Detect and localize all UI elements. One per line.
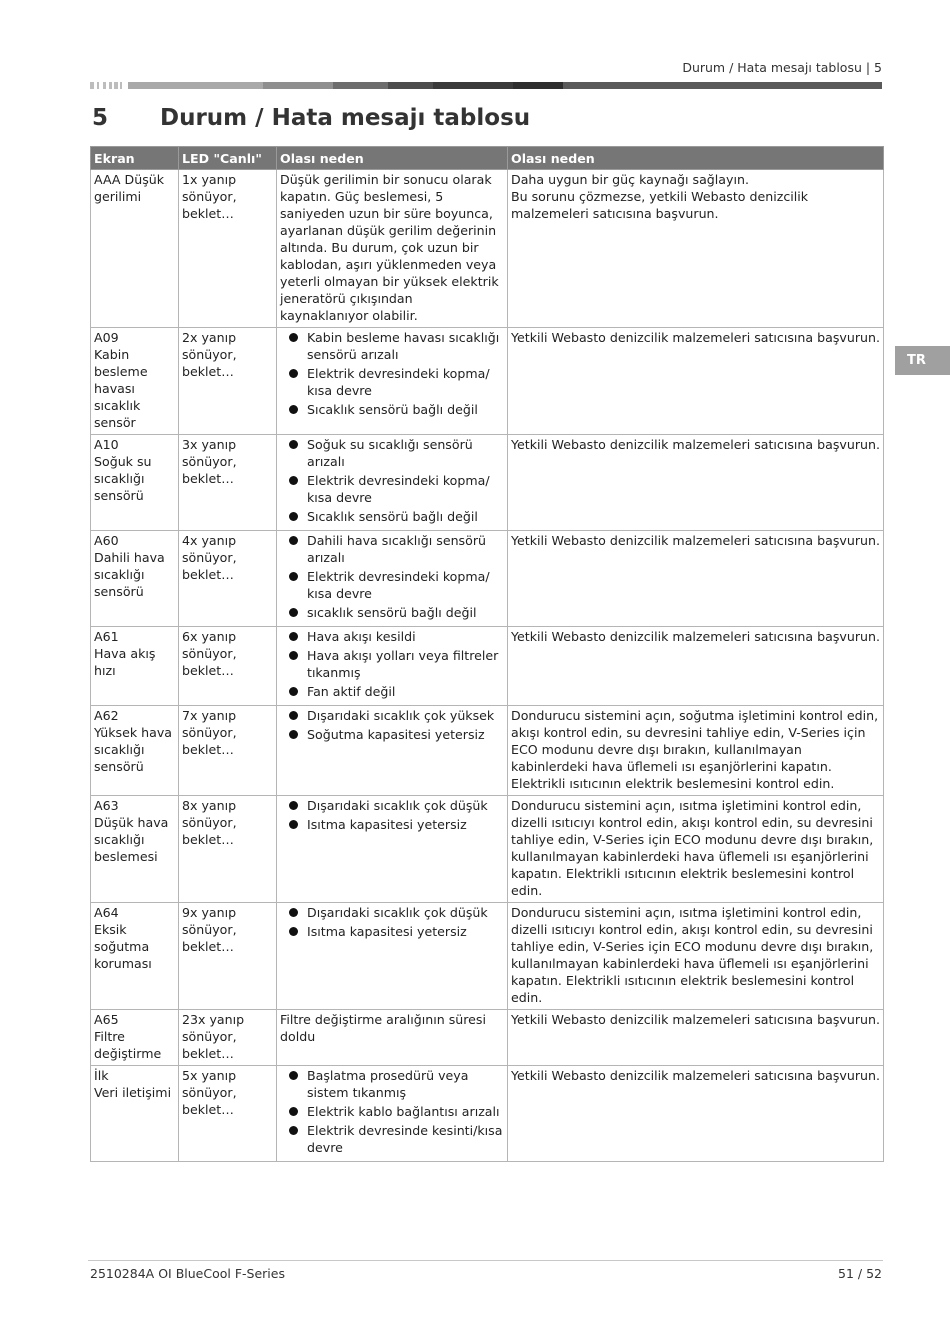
led-pattern-cell-line: beklet…	[182, 663, 234, 678]
display-code-cell-line: Filtre	[94, 1029, 125, 1044]
cause-cell	[277, 627, 508, 706]
display-code-cell-line: A10	[94, 437, 119, 452]
cause-list-item: Elektrik devresindeki kopma/ kısa devre	[280, 472, 504, 506]
section-title: Durum / Hata mesajı tablosu	[160, 105, 531, 131]
table-row	[91, 903, 884, 1010]
led-pattern-cell-line: 5x yanıp	[182, 1068, 237, 1083]
display-code-cell-line: sensörü	[94, 488, 144, 503]
col-header-cause: Olası neden	[277, 147, 508, 170]
led-pattern-cell-line: sönüyor,	[182, 725, 237, 740]
remedy-cell	[508, 1066, 884, 1162]
cause-list	[280, 707, 504, 743]
header-stripe	[90, 82, 882, 89]
led-pattern-cell-line: 4x yanıp	[182, 533, 237, 548]
table-header-row	[91, 147, 884, 170]
led-pattern-cell-line: 23x yanıp	[182, 1012, 245, 1027]
table-row	[91, 796, 884, 903]
cause-list-item: Isıtma kapasitesi yetersiz	[280, 923, 504, 940]
display-code-cell	[91, 627, 179, 706]
led-pattern-cell	[179, 170, 277, 328]
cause-cell	[277, 328, 508, 435]
led-pattern-cell-line: beklet…	[182, 471, 234, 486]
led-pattern-cell-line: sönüyor,	[182, 454, 237, 469]
led-pattern-cell-line: 8x yanıp	[182, 798, 237, 813]
cause-list-item: Sıcaklık sensörü bağlı değil	[280, 508, 504, 525]
cause-cell	[277, 170, 508, 328]
page-title	[92, 105, 530, 131]
cause-cell	[277, 903, 508, 1010]
led-pattern-cell-line: sönüyor,	[182, 815, 237, 830]
led-pattern-cell-line: sönüyor,	[182, 550, 237, 565]
display-code-cell-line: A65	[94, 1012, 119, 1027]
table-row	[91, 706, 884, 796]
led-pattern-cell-line: sönüyor,	[182, 1085, 237, 1100]
display-code-cell	[91, 170, 179, 328]
table-row	[91, 1066, 884, 1162]
table-row	[91, 435, 884, 531]
led-pattern-cell	[179, 796, 277, 903]
language-tab: TR	[895, 346, 950, 375]
status-error-table	[90, 146, 884, 1162]
footer-doc-id: 2510284A OI BlueCool F-Series	[90, 1266, 285, 1281]
cause-list-item: Dışarıdaki sıcaklık çok düşük	[280, 797, 504, 814]
remedy-cell-line: Yetkili Webasto denizcilik malzemeleri satıcısına başvurun.	[511, 629, 880, 644]
remedy-cell-line: Yetkili Webasto denizcilik malzemeleri satıcısına başvurun.	[511, 533, 880, 548]
display-code-cell-line: sensörü	[94, 759, 144, 774]
led-pattern-cell-line: beklet…	[182, 567, 234, 582]
led-pattern-cell-line: beklet…	[182, 206, 234, 221]
display-code-cell-line: A60	[94, 533, 119, 548]
cause-list-item: Başlatma prosedürü veya sistem tıkanmış	[280, 1067, 504, 1101]
cause-list-item: Fan aktif değil	[280, 683, 504, 700]
cause-cell	[277, 1066, 508, 1162]
display-code-cell-line: sıcaklık	[94, 398, 141, 413]
led-pattern-cell-line: beklet…	[182, 1102, 234, 1117]
led-pattern-cell	[179, 1066, 277, 1162]
led-pattern-cell-line: 9x yanıp	[182, 905, 237, 920]
section-number: 5	[92, 105, 109, 131]
remedy-cell-line: Yetkili Webasto denizcilik malzemeleri satıcısına başvurun.	[511, 1068, 880, 1083]
display-code-cell	[91, 531, 179, 627]
led-pattern-cell-line: 3x yanıp	[182, 437, 237, 452]
display-code-cell-line: soğutma	[94, 939, 150, 954]
table-row	[91, 170, 884, 328]
remedy-cell	[508, 627, 884, 706]
cause-list-item: Elektrik devresindeki kopma/ kısa devre	[280, 568, 504, 602]
display-code-cell-line: sensörü	[94, 584, 144, 599]
display-code-cell-line: A62	[94, 708, 119, 723]
remedy-cell	[508, 706, 884, 796]
table-row	[91, 1010, 884, 1066]
display-code-cell-line: beslemesi	[94, 849, 158, 864]
cause-list-item: Dışarıdaki sıcaklık çok yüksek	[280, 707, 504, 724]
display-code-cell-line: Hava akış hızı	[94, 646, 156, 678]
remedy-cell-line: Bu sorunu çözmezse, yetkili Webasto denizcilik malzemeleri satıcısına başvurun.	[511, 189, 809, 221]
cause-list-item: Elektrik kablo bağlantısı arızalı	[280, 1103, 504, 1120]
cause-list	[280, 797, 504, 833]
remedy-cell	[508, 531, 884, 627]
led-pattern-cell	[179, 531, 277, 627]
cause-list-item: Kabin besleme havası sıcaklığı sensörü arızalı	[280, 329, 504, 363]
remedy-cell	[508, 903, 884, 1010]
cause-list-item: Dışarıdaki sıcaklık çok düşük	[280, 904, 504, 921]
display-code-cell-line: besleme	[94, 364, 148, 379]
display-code-cell-line: gerilimi	[94, 189, 142, 204]
led-pattern-cell	[179, 1010, 277, 1066]
display-code-cell	[91, 706, 179, 796]
remedy-cell-line: Dondurucu sistemini açın, ısıtma işletimini kontrol edin, dizelli ısıtıcıyı kontrol edin, akışı kontrol edin, su devresini tahliye edin, V-Series için ECO modunu devre dışı bırakın, kullanılmayan kabinlerdeki hava üflemeli ısı eşanjörlerini kapatın. Elektrikli ısıtıcının elektrik beslemesini kontrol edin.	[511, 798, 874, 898]
display-code-cell-line: sıcaklığı	[94, 471, 145, 486]
cause-list-item: Sıcaklık sensörü bağlı değil	[280, 401, 504, 418]
cause-list	[280, 532, 504, 621]
display-code-cell-line: Düşük hava	[94, 815, 169, 830]
remedy-cell-line: Yetkili Webasto denizcilik malzemeleri satıcısına başvurun.	[511, 1012, 880, 1027]
running-header: Durum / Hata mesajı tablosu | 5	[682, 60, 882, 75]
table-body	[91, 170, 884, 1162]
display-code-cell	[91, 328, 179, 435]
remedy-cell	[508, 1010, 884, 1066]
led-pattern-cell-line: 2x yanıp	[182, 330, 237, 345]
remedy-cell-line: Dondurucu sistemini açın, ısıtma işletimini kontrol edin, dizelli ısıtıcıyı kontrol edin, akışı kontrol edin, su devresini tahliye edin, V-Series için ECO modunu devre dışı bırakın, kullanılmayan kabinlerdeki hava üflemeli ısı eşanjörlerini kapatın. Elektrikli ısıtıcının elektrik beslemesini kontrol edin.	[511, 905, 874, 1005]
display-code-cell-line: Kabin	[94, 347, 130, 362]
cause-list-item: Soğutma kapasitesi yetersiz	[280, 726, 504, 743]
display-code-cell-line: havası	[94, 381, 135, 396]
led-pattern-cell-line: sönüyor,	[182, 189, 237, 204]
display-code-cell-line: değiştirme	[94, 1046, 162, 1061]
cause-list-item: Hava akışı yolları veya filtreler tıkanmış	[280, 647, 504, 681]
led-pattern-cell-line: 6x yanıp	[182, 629, 237, 644]
display-code-cell-line: Soğuk su	[94, 454, 152, 469]
display-code-cell-line: sıcaklığı	[94, 567, 145, 582]
led-pattern-cell-line: sönüyor,	[182, 646, 237, 661]
cause-list	[280, 1067, 504, 1156]
cause-cell	[277, 531, 508, 627]
led-pattern-cell-line: sönüyor,	[182, 347, 237, 362]
footer-page-number: 51 / 52	[838, 1266, 882, 1281]
display-code-cell-line: AAA Düşük	[94, 172, 165, 187]
cause-text: Düşük gerilimin bir sonucu olarak kapatın. Güç beslemesi, 5 saniyeden uzun bir süre boyunca, ayarlanan düşük gerilim değerinin altında. Bu durum, çok uzun bir kablodan, aşırı yüklenmeden veya yeterli olmayan bir yüksek elektrik jeneratörü çıkışından kaynaklanıyor olabilir.	[280, 172, 499, 323]
cause-list	[280, 904, 504, 940]
col-header-display: Ekran	[91, 147, 179, 170]
display-code-cell	[91, 1010, 179, 1066]
remedy-cell-line: Daha uygun bir güç kaynağı sağlayın.	[511, 172, 749, 187]
cause-list-item: Isıtma kapasitesi yetersiz	[280, 816, 504, 833]
display-code-cell-line: A61	[94, 629, 119, 644]
led-pattern-cell	[179, 328, 277, 435]
remedy-cell	[508, 328, 884, 435]
remedy-cell	[508, 796, 884, 903]
table-row	[91, 531, 884, 627]
cause-list-item: Hava akışı kesildi	[280, 628, 504, 645]
display-code-cell	[91, 1066, 179, 1162]
cause-cell	[277, 706, 508, 796]
col-header-led: LED "Canlı"	[179, 147, 277, 170]
led-pattern-cell-line: beklet…	[182, 1046, 234, 1061]
led-pattern-cell-line: sönüyor,	[182, 922, 237, 937]
led-pattern-cell-line: beklet…	[182, 939, 234, 954]
remedy-cell-line: Dondurucu sistemini açın, soğutma işletimini kontrol edin, akışı kontrol edin, su devresini tahliye edin, V-Series için ECO modunu devre dışı bırakın, kullanılmayan kabinlerdeki hava üflemeli ısı eşanjörlerini kapatın. Elektrikli ısıtıcının elektrik beslemesini kontrol edin.	[511, 708, 879, 791]
display-code-cell-line: İlk	[94, 1068, 109, 1083]
footer-divider	[88, 1260, 883, 1261]
cause-list	[280, 628, 504, 700]
display-code-cell-line: sıcaklığı	[94, 742, 145, 757]
led-pattern-cell	[179, 435, 277, 531]
led-pattern-cell	[179, 903, 277, 1010]
display-code-cell-line: Dahili hava	[94, 550, 165, 565]
display-code-cell	[91, 796, 179, 903]
cause-cell	[277, 1010, 508, 1066]
cause-list-item: Elektrik devresinde kesinti/kısa devre	[280, 1122, 504, 1156]
remedy-cell	[508, 170, 884, 328]
remedy-cell-line: Yetkili Webasto denizcilik malzemeleri satıcısına başvurun.	[511, 330, 880, 345]
display-code-cell-line: Eksik	[94, 922, 127, 937]
display-code-cell-line: koruması	[94, 956, 152, 971]
display-code-cell-line: Yüksek hava	[94, 725, 172, 740]
led-pattern-cell-line: beklet…	[182, 742, 234, 757]
led-pattern-cell-line: 7x yanıp	[182, 708, 237, 723]
cause-list-item: Elektrik devresindeki kopma/ kısa devre	[280, 365, 504, 399]
led-pattern-cell-line: sönüyor,	[182, 1029, 237, 1044]
display-code-cell-line: A09	[94, 330, 119, 345]
display-code-cell	[91, 435, 179, 531]
display-code-cell	[91, 903, 179, 1010]
cause-text: Filtre değiştirme aralığının süresi doldu	[280, 1012, 486, 1044]
display-code-cell-line: Veri iletişimi	[94, 1085, 172, 1100]
remedy-cell-line: Yetkili Webasto denizcilik malzemeleri satıcısına başvurun.	[511, 437, 880, 452]
cause-list	[280, 329, 504, 418]
col-header-remedy: Olası neden	[508, 147, 884, 170]
display-code-cell-line: A64	[94, 905, 119, 920]
led-pattern-cell	[179, 627, 277, 706]
led-pattern-cell-line: 1x yanıp	[182, 172, 237, 187]
cause-cell	[277, 796, 508, 903]
cause-list	[280, 436, 504, 525]
cause-cell	[277, 435, 508, 531]
display-code-cell-line: A63	[94, 798, 119, 813]
remedy-cell	[508, 435, 884, 531]
table-row	[91, 627, 884, 706]
led-pattern-cell	[179, 706, 277, 796]
cause-list-item: sıcaklık sensörü bağlı değil	[280, 604, 504, 621]
led-pattern-cell-line: beklet…	[182, 364, 234, 379]
led-pattern-cell-line: beklet…	[182, 832, 234, 847]
display-code-cell-line: sıcaklığı	[94, 832, 145, 847]
cause-list-item: Soğuk su sıcaklığı sensörü arızalı	[280, 436, 504, 470]
display-code-cell-line: sensör	[94, 415, 136, 430]
table-row	[91, 328, 884, 435]
cause-list-item: Dahili hava sıcaklığı sensörü arızalı	[280, 532, 504, 566]
